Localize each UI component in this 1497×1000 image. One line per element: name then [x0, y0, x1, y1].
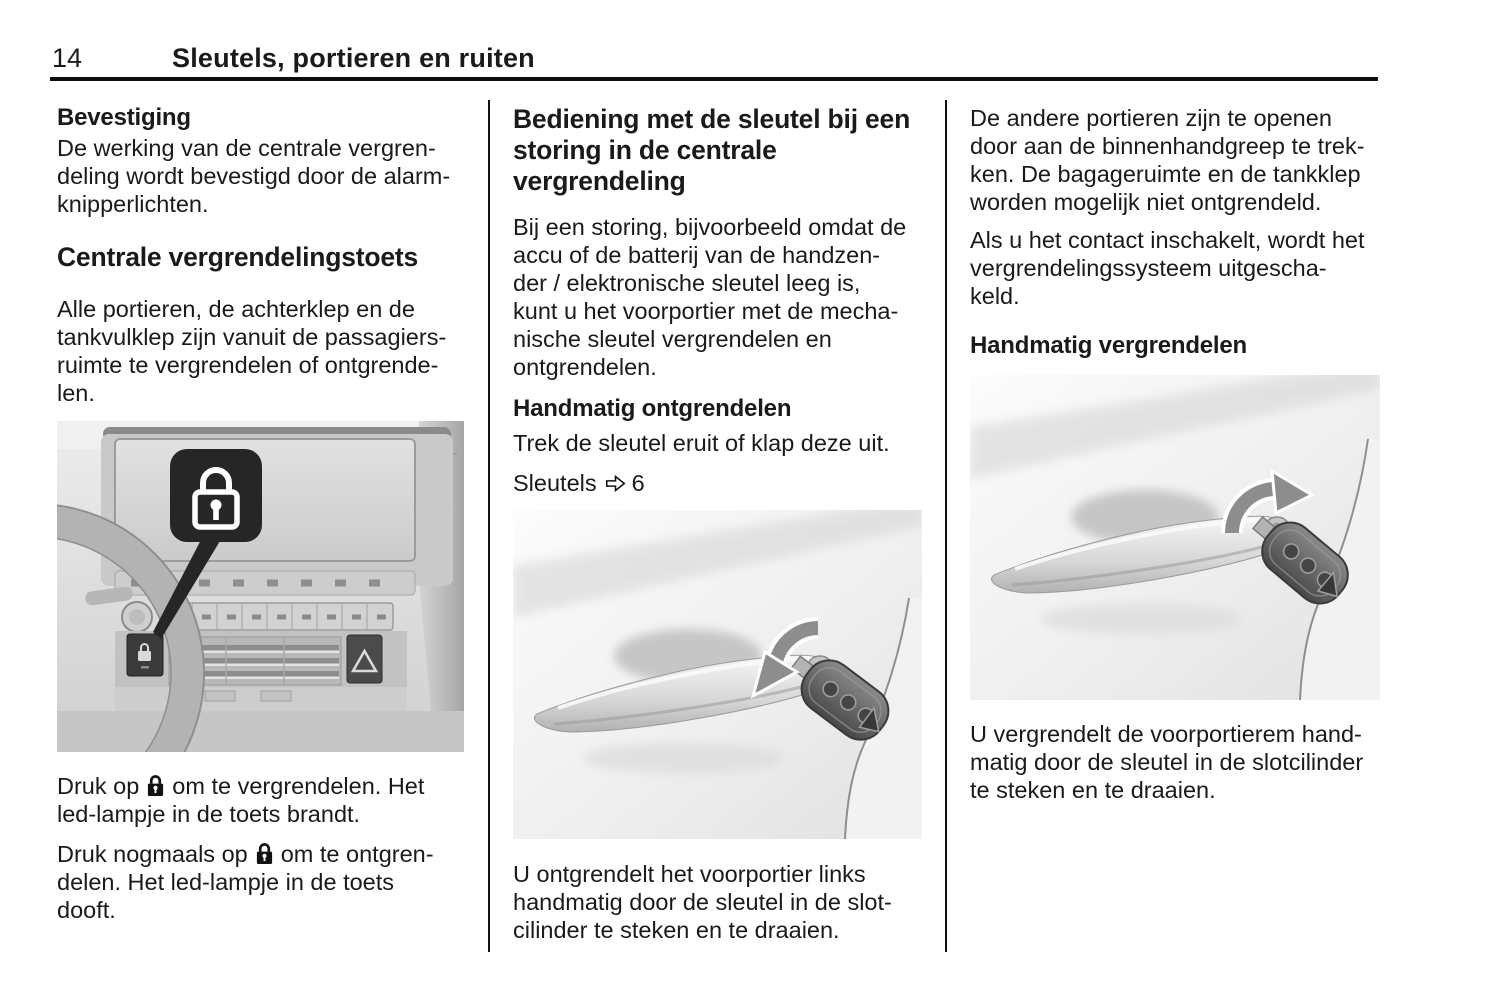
text-line: vergrendeling [513, 166, 686, 196]
section-heading-bevestiging: Bevestiging [57, 104, 191, 131]
text-line: storing in de centrale [513, 135, 777, 165]
text-line: ontgrendelen. [513, 354, 657, 380]
section-heading-central-locking-button: Centrale vergrendelingstoets [57, 242, 419, 272]
subheading-manual-unlock: Handmatig ontgrendelen [513, 395, 792, 422]
text-line: Alle portieren, de achterklep en de [57, 295, 415, 322]
page-reference-link[interactable]: Sleutels 6 [513, 470, 645, 496]
paragraph-other-doors [970, 104, 1388, 216]
text-line: Bij een storing, bijvoorbeeld omdat de [513, 214, 907, 240]
paragraph-intro [57, 295, 475, 407]
dashboard-illustration [57, 421, 464, 752]
text-line: nische sleutel vergrendelen en [513, 326, 832, 352]
text-line: matig door de sleutel in de slotcilinder [970, 749, 1364, 775]
text-line: kunt u het voorportier met de mecha- [513, 298, 899, 324]
paragraph-confirmation [57, 134, 475, 218]
chapter-title: Sleutels, portieren en ruiten [172, 43, 535, 73]
paragraph-press-unlock: Druk nogmaals op om te ontgren- delen. Het led-lampje in de toets dooft. [57, 840, 434, 923]
text-line: U ontgrendelt het voorportier links [513, 861, 866, 887]
text-line: U vergrendelt de voorportierem hand- [970, 721, 1362, 747]
text-line: accu of de batterij van de handzen- [513, 242, 881, 268]
text-line: Als u het contact inschakelt, wordt het [970, 227, 1365, 253]
manual-lock-figure [970, 375, 1388, 700]
text-line: worden mogelijk niet ontgrendeld. [970, 189, 1322, 215]
lock-icon [255, 842, 274, 865]
text-line: cilinder te steken en te draaien. [513, 917, 840, 943]
text-line: vergrendelingssysteem uitgescha- [970, 255, 1327, 281]
text-line: door aan de binnenhandgreep te trek- [970, 133, 1365, 159]
text-line: Bediening met de sleutel bij een [513, 104, 911, 134]
cross-reference-row [513, 469, 931, 497]
text-line: ken. De bagageruimte en de tankklep [970, 161, 1361, 187]
text-line: De andere portieren zijn te openen [970, 105, 1332, 131]
text-line: deling wordt bevestigd door de alarm- [57, 163, 451, 189]
page-reference-arrow-icon [605, 474, 626, 493]
paragraph-fault [513, 213, 931, 381]
paragraph-press-lock: Druk op om te vergrendelen. Het led-lampje in de toets brandt. [57, 772, 425, 827]
text-line: knipperlichten. [57, 191, 209, 217]
door-handle-lock-illustration [970, 375, 1380, 700]
door-handle-unlock-illustration [513, 510, 922, 839]
column-1 [57, 104, 475, 924]
central-locking-button-figure [57, 421, 475, 752]
column-divider [488, 100, 490, 952]
subheading-manual-lock: Handmatig vergrendelen [970, 332, 1248, 359]
lock-icon [146, 774, 165, 797]
text-line: ruimte te vergrendelen of ontgrende- [57, 351, 439, 378]
text-line: De werking van de centrale vergren- [57, 135, 436, 161]
text-line: keld. [970, 283, 1020, 309]
paragraph-pull-key: Trek de sleutel eruit of klap deze uit. [513, 430, 890, 456]
manual-unlock-figure [513, 510, 931, 839]
column-2 [513, 104, 931, 944]
text-line: len. [57, 379, 95, 406]
paragraph-ignition [970, 226, 1388, 310]
text-line: tankvulklep zijn vanuit de passagiers- [57, 323, 447, 350]
hazard-button [347, 635, 382, 683]
paragraph-unlock-result [513, 860, 931, 944]
section-heading-key-operation [513, 104, 931, 197]
text-line: handmatig door de sleutel in de slot- [513, 889, 892, 915]
text-line: te steken en te draaien. [970, 777, 1216, 803]
infotainment-screen [115, 439, 415, 561]
column-divider [945, 100, 947, 952]
paragraph-lock-result [970, 720, 1388, 804]
column-3 [970, 104, 1388, 804]
header-rule [50, 77, 1378, 81]
page-number: 14 [52, 43, 83, 73]
text-line: der / elektronische sleutel leeg is, [513, 270, 861, 296]
